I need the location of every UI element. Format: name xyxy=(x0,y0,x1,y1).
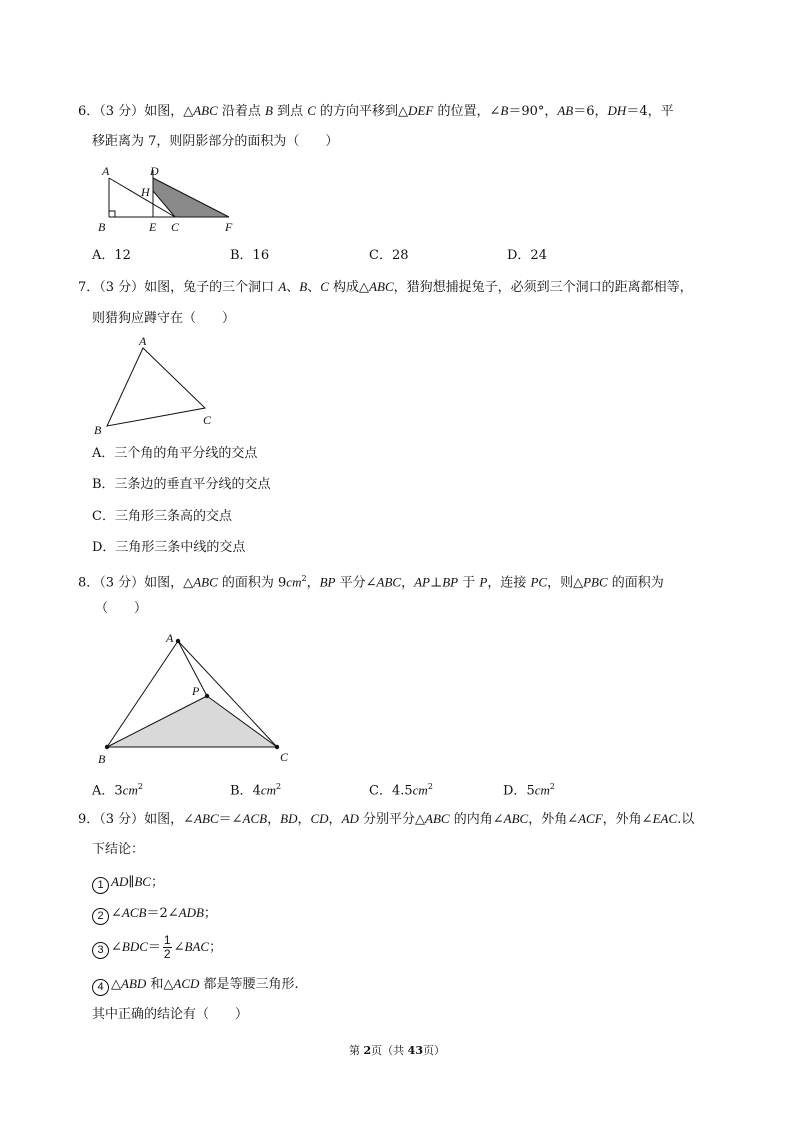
q6-option-b: B．16 xyxy=(230,248,270,263)
q8-line1: 8．（3 分）如图，△ABC 的面积为 $9cm^2$，BP 平分∠ABC，AP⊥BP 于 P，连接 PC，则△PBC 的面积为 xyxy=(78,574,664,591)
q8-label-C: C xyxy=(280,750,289,764)
circled-number-2: 2 xyxy=(92,908,109,925)
q8-figure xyxy=(95,625,305,770)
q7-option-d: D．三角形三条中线的交点 xyxy=(92,540,246,555)
q6-label-B: B xyxy=(98,220,106,234)
q7-label-C: C xyxy=(203,413,212,427)
page-total: 43 xyxy=(407,1044,423,1057)
q9-statement-2: 2 ∠ACB＝2∠ADB； xyxy=(92,904,217,925)
page-number: 2 xyxy=(363,1044,372,1057)
q8-label-P: P xyxy=(192,684,200,698)
q8-label-B: B xyxy=(98,752,106,766)
q9-line1: 9．（3 分）如图，∠ABC＝∠ACB，BD，CD，AD 分别平分△ABC 的内角∠ABC，外角∠ACF，外角∠EAC.以 xyxy=(78,811,695,827)
q8-option-c: C．$4.5cm^2$ xyxy=(369,782,433,799)
q6-label-E: E xyxy=(149,220,157,234)
q7-option-b: B．三条边的垂直平分线的交点 xyxy=(92,477,271,492)
q7-figure xyxy=(90,332,225,440)
circled-number-3: 3 xyxy=(92,942,109,959)
q6-label-C: C xyxy=(171,220,180,234)
q6-label-F: F xyxy=(225,220,233,234)
q9-statement-4: 4 △ABD 和△ACD 都是等腰三角形. xyxy=(92,975,299,996)
page-footer: 第 2页（共 43页） xyxy=(349,1044,445,1057)
q8-option-d: D．$5cm^2$ xyxy=(503,782,555,799)
q6-label-H: H xyxy=(141,185,150,199)
q9-statement-1: 1 AD∥BC； xyxy=(92,873,164,894)
q7-option-a: A．三个角的角平分线的交点 xyxy=(92,446,258,461)
q6-label-A: A xyxy=(102,164,110,178)
q6-number: 6． xyxy=(78,104,100,119)
q7-line1: 7．（3 分）如图，兔子的三个洞口 A、B、C 构成△ABC，猎狗想捕捉兔子，必须到三个洞口的距离都相等， xyxy=(78,279,693,295)
q6-line1: 6．（3 分）如图，△ABC 沿着点 B 到点 C 的方向平移到△DEF 的位置，∠B＝90°，AB＝6，DH＝4，平 xyxy=(78,103,674,119)
q7-label-A: A xyxy=(139,334,147,348)
fraction-one-half: $\frac{1}{2}$ xyxy=(163,933,171,961)
q6-label-D: D xyxy=(150,164,159,178)
q8-option-a: A．$3cm^2$ xyxy=(92,782,143,799)
circled-number-1: 1 xyxy=(92,877,109,894)
q6-figure xyxy=(95,160,245,235)
q6-line2: 移距离为 7，则阴影部分的面积为（ ） xyxy=(92,134,339,149)
q6-option-d: D．24 xyxy=(507,248,547,263)
q8-option-b: B．$4cm^2$ xyxy=(230,782,282,799)
q9-statement-3: 3 ∠BDC＝ $\frac{1}{2}$ ∠BAC； xyxy=(92,932,222,963)
q7-option-c: C．三角形三条高的交点 xyxy=(92,509,232,524)
q7-line2: 则猎狗应蹲守在（ ） xyxy=(92,311,236,326)
q8-line2: （ ） xyxy=(95,601,148,616)
q9-question: 其中正确的结论有（ ） xyxy=(92,1007,249,1022)
circled-number-4: 4 xyxy=(92,979,109,996)
q7-label-B: B xyxy=(94,423,102,437)
q6-option-a: A．12 xyxy=(92,248,131,263)
q6-option-c: C．28 xyxy=(369,248,409,263)
q9-line2: 下结论： xyxy=(92,842,145,857)
q8-label-A: A xyxy=(166,631,174,645)
